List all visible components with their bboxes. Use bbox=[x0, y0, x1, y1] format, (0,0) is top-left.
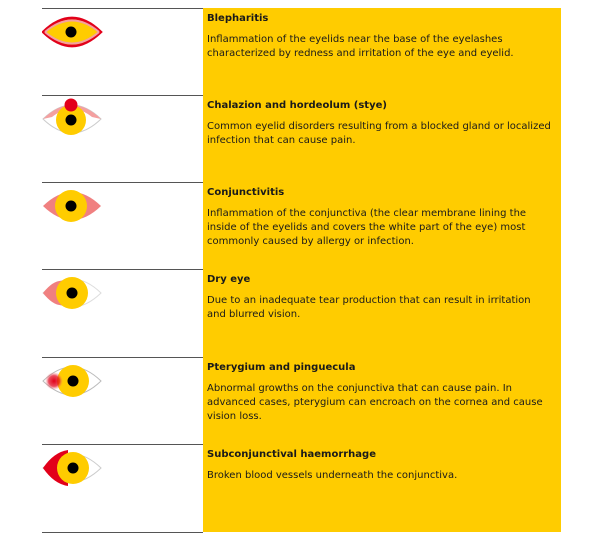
pterygium-eye-icon bbox=[42, 357, 203, 444]
icon-cell bbox=[42, 444, 203, 531]
condition-text bbox=[207, 273, 552, 322]
condition-text bbox=[207, 99, 552, 148]
stye-eye-icon bbox=[42, 95, 203, 182]
condition-title: Subconjunctival haemorrhage bbox=[207, 449, 376, 460]
condition-title: Dry eye bbox=[207, 274, 251, 285]
condition-text bbox=[207, 448, 552, 483]
icon-cell bbox=[42, 182, 203, 269]
condition-row-haemorrhage bbox=[42, 444, 561, 531]
icon-cell bbox=[42, 8, 203, 95]
condition-title: Chalazion and hordeolum (stye) bbox=[207, 100, 387, 111]
icon-cell bbox=[42, 357, 203, 444]
condition-row-conjunctivitis bbox=[42, 182, 561, 269]
icon-cell bbox=[42, 269, 203, 356]
condition-row-blepharitis bbox=[42, 8, 561, 95]
condition-description: Inflammation of the conjunctiva (the clear membrane lining the inside of the eyelids and covers the white part of the eye) most commonly caused by allergy or infection. bbox=[207, 208, 527, 247]
condition-text bbox=[207, 12, 552, 61]
condition-description: Broken blood vessels underneath the conjunctiva. bbox=[207, 470, 458, 481]
condition-description: Due to an inadequate tear production that can result in irritation and blurred vision. bbox=[207, 295, 531, 320]
condition-title: Blepharitis bbox=[207, 13, 269, 24]
condition-title: Pterygium and pinguecula bbox=[207, 362, 356, 373]
dry-eye-icon bbox=[42, 269, 203, 356]
condition-description: Common eyelid disorders resulting from a blocked gland or localized infection that can cause pain. bbox=[207, 121, 551, 146]
condition-row-stye bbox=[42, 95, 561, 182]
blepharitis-eye-icon bbox=[42, 8, 203, 95]
icon-cell bbox=[42, 95, 203, 182]
conjunctivitis-eye-icon bbox=[42, 182, 203, 269]
condition-row-dry-eye bbox=[42, 269, 561, 356]
condition-description: Inflammation of the eyelids near the base of the eyelashes characterized by redness and irritation of the eye and eyelid. bbox=[207, 34, 514, 59]
condition-text bbox=[207, 361, 552, 424]
condition-text bbox=[207, 186, 552, 249]
condition-description: Abnormal growths on the conjunctiva that can cause pain. In advanced cases, pterygium can encroach on the cornea and cause vision loss. bbox=[207, 383, 543, 422]
condition-title: Conjunctivitis bbox=[207, 187, 285, 198]
haemorrhage-eye-icon bbox=[42, 444, 203, 531]
row-divider bbox=[42, 532, 203, 533]
condition-row-pterygium bbox=[42, 357, 561, 444]
